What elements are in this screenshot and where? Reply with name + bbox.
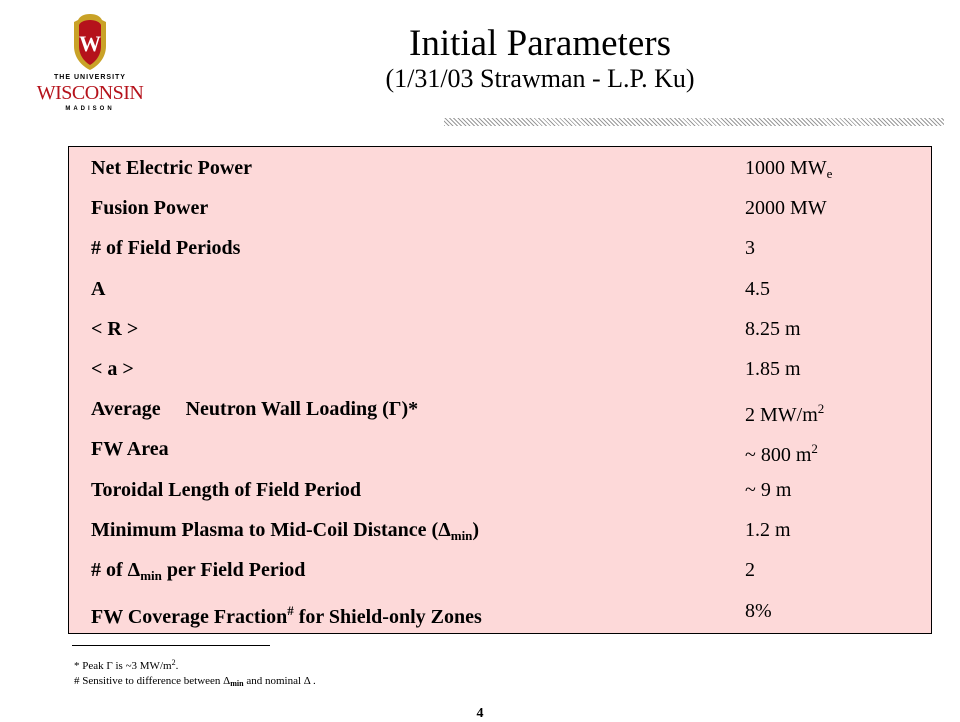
row-label: FW Area [91,438,169,460]
row-label: Net Electric Power [91,157,253,179]
table-row [69,354,933,384]
logo-line-university: THE UNIVERSITY [54,74,126,81]
table-row [69,153,933,183]
row-value: 4.5 [745,278,770,300]
row-label: # of $\Delta_{min}$ per Field Period [91,559,306,583]
logo-line-wisconsin: WISCONSIN [36,82,144,104]
table-row [69,274,933,304]
table-row [69,394,933,424]
page-number: 4 [476,706,484,721]
row-value: 2 $MW/m^2$ [745,401,825,426]
row-value: 2 [745,559,755,581]
shield-letter: W [79,31,101,56]
row-value: 8.25 m [745,318,801,340]
parameters-table [68,146,932,634]
row-value: 1.85 m [745,358,801,380]
footnote-sensitivity: # Sensitive to difference between Δmin and nominal Δ . [74,675,316,688]
slide-subtitle: (1/31/03 Strawman - L.P. Ku) [385,64,695,93]
row-value: 2000 MW [745,197,827,219]
row-label: < R > [91,318,139,340]
row-label: # of Field Periods [91,237,241,259]
row-label: Average Neutron Wall Loading (Γ)* [91,398,419,420]
row-value: 8% [745,600,772,622]
row-value: 3 [745,237,755,259]
table-row [69,434,933,464]
table-row [69,233,933,263]
row-label: Minimum Plasma to Mid-Coil Distance $(\Delta_{min})$ [91,519,480,543]
decorative-hatch-divider [444,118,944,126]
table-row [69,596,933,626]
footnote-peak-loading: * Peak Γ is ~3 $MW/m^2$. [74,658,179,672]
row-value: 1.2 m [745,519,791,541]
logo-line-madison: MADISON [65,106,115,112]
table-row [69,555,933,585]
slide-title: Initial Parameters [409,23,671,64]
row-label: FW Coverage Fraction# for Shield-only Zones [91,603,482,628]
row-label: < a > [91,358,134,380]
shield-crest-icon [70,12,110,72]
row-label: A [91,278,106,300]
row-value: 1000 $MW_e$ [745,157,833,181]
row-value: ~ 9 m [745,479,792,501]
table-row [69,314,933,344]
row-value: ~ 800 $m^2$ [745,441,818,466]
university-logo [36,12,144,112]
row-label: Toroidal Length of Field Period [91,479,362,501]
table-row [69,475,933,505]
table-row [69,193,933,223]
footnote-separator [72,645,270,646]
table-row [69,515,933,545]
row-label: Fusion Power [91,197,209,219]
